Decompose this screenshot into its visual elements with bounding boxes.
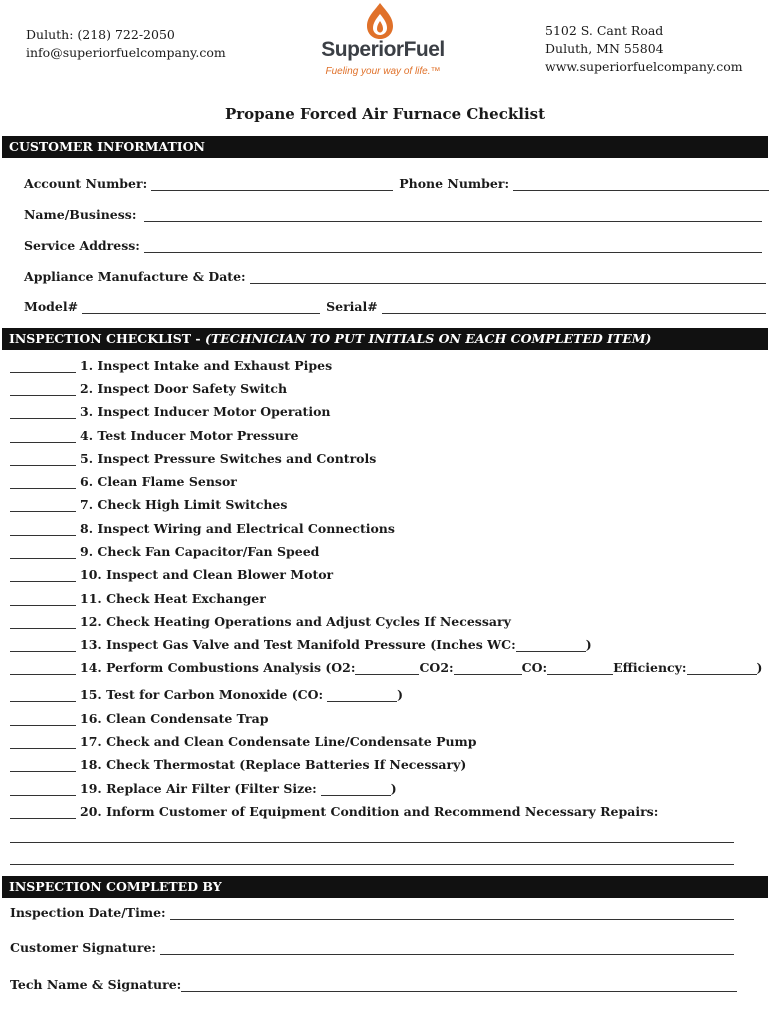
checklist-item-label: 11. Check Heat Exchanger	[80, 591, 266, 606]
checklist-item-label: 5. Inspect Pressure Switches and Controls	[80, 451, 377, 466]
checklist-item-label: 15. Test for Carbon Monoxide (CO:	[80, 687, 324, 702]
co-label: CO:	[521, 660, 548, 675]
checklist-item-label: 9. Check Fan Capacitor/Fan Speed	[80, 544, 320, 559]
account-number-field[interactable]	[151, 177, 393, 191]
checklist-item-label: 1. Inspect Intake and Exhaust Pipes	[80, 358, 333, 373]
initials-field[interactable]	[10, 616, 76, 629]
checklist-item-label: 17. Check and Clean Condensate Line/Condensate Pump	[80, 734, 477, 749]
serial-label: Serial#	[326, 299, 378, 314]
tech-signature-row	[10, 977, 737, 992]
checklist-item	[10, 497, 287, 512]
customer-signature-label: Customer Signature:	[10, 940, 157, 955]
serial-field[interactable]	[382, 300, 766, 314]
checklist-item-label: 6. Clean Flame Sensor	[80, 474, 237, 489]
checklist-item	[10, 591, 266, 606]
service-address-field[interactable]	[144, 239, 762, 253]
model-serial-row	[24, 299, 766, 314]
initials-field[interactable]	[10, 430, 76, 443]
appliance-label: Appliance Manufacture & Date:	[24, 269, 246, 284]
checklist-item-label: 10. Inspect and Clean Blower Motor	[80, 567, 334, 582]
checklist-item-label: 14. Perform Combustions Analysis (O2:	[80, 660, 356, 675]
checklist-item-label: 19. Replace Air Filter (Filter Size:	[80, 781, 317, 796]
checklist-item-label: 8. Inspect Wiring and Electrical Connections	[80, 521, 395, 536]
service-address-label: Service Address:	[24, 238, 140, 253]
checklist-item-label: 18. Check Thermostat (Replace Batteries If Necessary)	[80, 757, 467, 772]
checklist-item	[10, 614, 511, 629]
customer-signature-row	[10, 940, 734, 955]
checklist-item	[10, 474, 237, 489]
manifold-pressure-field[interactable]	[516, 639, 586, 652]
initials-field[interactable]	[10, 593, 76, 606]
checklist-item-label: 20. Inform Customer of Equipment Condition and Recommend Necessary Repairs:	[80, 804, 659, 819]
address-line-2: Duluth, MN 55804	[545, 41, 664, 56]
close-paren: )	[397, 687, 404, 702]
initials-field[interactable]	[10, 639, 76, 652]
inspection-date-label: Inspection Date/Time:	[10, 905, 166, 920]
appliance-row	[24, 269, 766, 284]
completed-heading: INSPECTION COMPLETED BY	[2, 876, 768, 898]
checklist-item-label: 2. Inspect Door Safety Switch	[80, 381, 288, 396]
contact-right	[545, 22, 743, 76]
account-number-label: Account Number:	[24, 176, 148, 191]
initials-field[interactable]	[10, 736, 76, 749]
email-contact: info@superiorfuelcompany.com	[26, 45, 226, 60]
checklist-item-label: 7. Check High Limit Switches	[80, 497, 288, 512]
tech-signature-label: Tech Name & Signature:	[10, 977, 182, 992]
initials-field[interactable]	[10, 806, 76, 819]
initials-field[interactable]	[10, 759, 76, 772]
initials-field[interactable]	[10, 523, 76, 536]
tech-signature-field[interactable]	[181, 978, 737, 992]
inspection-date-field[interactable]	[170, 906, 734, 920]
account-phone-row	[24, 176, 769, 191]
o2-field[interactable]	[355, 662, 419, 675]
initials-field[interactable]	[10, 360, 76, 373]
initials-field[interactable]	[10, 689, 76, 702]
name-row	[24, 207, 762, 222]
initials-field[interactable]	[10, 406, 76, 419]
company-logo	[308, 2, 458, 84]
co-reading-field[interactable]	[327, 689, 397, 702]
date-row	[10, 905, 734, 920]
checklist-item	[10, 381, 287, 396]
phone-number-label: Phone Number:	[399, 176, 510, 191]
checklist-item	[10, 757, 466, 772]
model-field[interactable]	[82, 300, 320, 314]
checklist-heading-text: INSPECTION CHECKLIST -	[9, 331, 205, 346]
checklist-item	[10, 451, 376, 466]
checklist-item	[10, 428, 299, 443]
initials-field[interactable]	[10, 476, 76, 489]
checklist-item-19	[10, 781, 397, 796]
address-row	[24, 238, 762, 253]
customer-info-heading: CUSTOMER INFORMATION	[2, 136, 768, 158]
name-business-field[interactable]	[144, 208, 762, 222]
repairs-line-1[interactable]	[10, 842, 734, 843]
co2-field[interactable]	[454, 662, 522, 675]
contact-left	[26, 26, 226, 62]
initials-field[interactable]	[10, 662, 76, 675]
logo-name: SuperiorFuel	[321, 38, 445, 61]
checklist-item-label: 4. Test Inducer Motor Pressure	[80, 428, 299, 443]
checklist-item	[10, 521, 395, 536]
checklist-item-label: 13. Inspect Gas Valve and Test Manifold Pressure (Inches WC:	[80, 637, 516, 652]
appliance-field[interactable]	[250, 270, 766, 284]
customer-signature-field[interactable]	[160, 941, 734, 955]
co2-label: CO2:	[419, 660, 454, 675]
close-paren: )	[756, 660, 763, 675]
co-field[interactable]	[547, 662, 613, 675]
phone-contact: Duluth: (218) 722-2050	[26, 27, 175, 42]
efficiency-field[interactable]	[687, 662, 757, 675]
flame-icon	[364, 2, 396, 40]
logo-tagline: Fueling your way of life.™	[325, 66, 441, 77]
checklist-item-label: 3. Inspect Inducer Motor Operation	[80, 404, 331, 419]
initials-field[interactable]	[10, 499, 76, 512]
checklist-item	[10, 804, 658, 819]
website-link[interactable]: www.superiorfuelcompany.com	[545, 59, 743, 74]
initials-field[interactable]	[10, 546, 76, 559]
phone-number-field[interactable]	[513, 177, 769, 191]
checklist-item	[10, 544, 319, 559]
checklist-item	[10, 567, 333, 582]
initials-field[interactable]	[10, 569, 76, 582]
checklist-item-13	[10, 637, 592, 652]
checklist-item-15	[10, 687, 403, 702]
checklist-item-14	[10, 660, 762, 675]
model-label: Model#	[24, 299, 79, 314]
checklist-item	[10, 358, 332, 373]
page-title: Propane Forced Air Furnace Checklist	[224, 105, 546, 123]
initials-field[interactable]	[10, 453, 76, 466]
efficiency-label: Efficiency:	[613, 660, 687, 675]
checklist-item	[10, 734, 477, 749]
checklist-item	[10, 404, 331, 419]
repairs-line-2[interactable]	[10, 864, 734, 865]
checklist-item	[10, 711, 268, 726]
checklist-heading	[2, 328, 768, 350]
checklist-heading-note: (TECHNICIAN TO PUT INITIALS ON EACH COMPLETED ITEM)	[204, 331, 652, 346]
name-business-label: Name/Business:	[24, 207, 137, 222]
close-paren: )	[585, 637, 592, 652]
initials-field[interactable]	[10, 713, 76, 726]
filter-size-field[interactable]	[321, 783, 391, 796]
initials-field[interactable]	[10, 383, 76, 396]
address-line-1: 5102 S. Cant Road	[545, 23, 664, 38]
checklist-item-label: 12. Check Heating Operations and Adjust Cycles If Necessary	[80, 614, 511, 629]
initials-field[interactable]	[10, 783, 76, 796]
checklist-item-label: 16. Clean Condensate Trap	[80, 711, 269, 726]
close-paren: )	[390, 781, 397, 796]
